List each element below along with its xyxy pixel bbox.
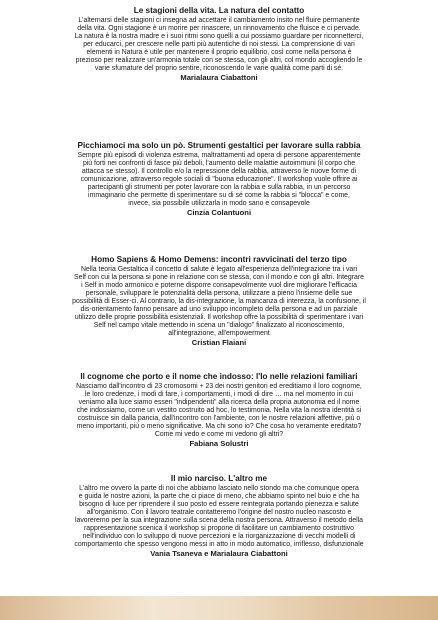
section-line: La natura è la nostra madre e i suoi ritmi sono quelli a cui possiamo guardare per riconnetterci, <box>74 33 364 41</box>
section-line: varie sfumature del proprio sentire, riconoscendo le varie qualità come parti di sé. <box>94 65 344 73</box>
section-line: immaginario che permette di sperimentare su di sé come la rabbia si "blocca" e come, <box>88 192 350 200</box>
section-line: veniamo alla luce siamo esseri "indipendenti" alla ricerca della propria autonomia ed il nome <box>78 399 360 407</box>
section-author: Cinzia Colantuoni <box>186 208 252 218</box>
section-line: bisogno di luce per riprendere il suo posto ed essere reintegrata portando pienezza e salute <box>79 501 359 509</box>
section-title: Il cognome che porto e il nome che indosso: l'Io nelle relazioni familiari <box>80 372 358 381</box>
section-line: costruisce sin dalla pancia, dall'incontro con l'ambiente, con le nostre relazioni affettive, più o <box>77 415 361 423</box>
section-anger <box>16 141 422 217</box>
section-line: nell'individuo con lo sviluppo di nuove percezioni e la riorganizzazione di vecchi modelli di <box>82 533 356 541</box>
section-line: possibilità di Esser-ci. Al contrario, la dis-integrazione, la mancanza di interezza, la confusione, il <box>72 298 366 306</box>
section-title: Il mio narciso. L'altro me <box>170 474 268 483</box>
section-narcissus <box>16 474 422 558</box>
footer-decorative-band <box>0 596 438 620</box>
section-line: Self con cui la persona si pone in relazione con se stessa, con il mondo e con gli altri. Integrare <box>74 274 364 282</box>
section-line: all'integrazione, all'empowerment <box>168 330 270 338</box>
section-line: Nasciamo dall'incontro di 23 cromosomi + 23 dei nostri genitori ed ereditiamo il loro cognome, <box>76 383 362 390</box>
section-line: Nella teoria Gestaltica il concetto di salute è legato all'esperienza dell'integrazione tra i vari <box>80 266 358 273</box>
section-line: L'altro me ovvero la parte di noi che abbiamo lasciato nello stondo ma che comunque opera <box>79 485 359 492</box>
section-surname <box>16 372 422 448</box>
section-line: che indossiamo, come un vestito costruito ad hoc, lo testimonia. Nella vita la nostra identità si <box>76 407 362 415</box>
section-line: partecipanti gli strumenti per poter lavorare con la rabbia e sulla rabbia, in un percorso <box>87 184 351 192</box>
section-author: Vania Tsaneva e Marialaura Ciabattoni <box>150 549 288 559</box>
section-homo-sapiens <box>16 255 422 347</box>
section-line: i Self in modo armonico e poterne disporre consapevolmente vuol dire migliorare l'efficacia <box>81 282 357 290</box>
section-line: personale, sviluppare le potenzialità della persona, utilizzare a pieno l'insieme delle sue <box>85 290 353 298</box>
section-author: Cristian Flaiani <box>191 338 247 348</box>
section-line: più forti nei confronti di fasce più deboli, l'aumento delle malattie autoimmuni (il corpo che <box>82 160 356 168</box>
section-line: per educarci, per crescere nelle parti più autentiche di noi stessi. La comprensione di vari <box>83 41 355 49</box>
section-line: le loro credenze, i modi di fare, i comportamenti, i modi di dire … ma nel momento in cui <box>84 391 354 399</box>
section-title: Le stagioni della vita. La natura del contatto <box>133 6 305 15</box>
section-line: L'alternarsi delle stagioni ci insegna ad accettare il cambiamento insito nel fluire permanente <box>78 17 360 24</box>
section-line: della vita. Ogni stagione è un morire per rinascere, un rinnovamento che fluisce e ci pervade. <box>77 25 361 33</box>
section-title: Picchiamoci ma solo un pò. Strumenti gestaltici per lavorare sulla rabbia <box>77 141 361 150</box>
section-line: Self nel campo vitale mettendo in scena un "dialogo" finalizzato al riconoscimento, <box>93 322 345 330</box>
section-line: e guida le nostre azioni, la parte che ci piace di meno, che abbiamo spinto nel buio e che ha <box>78 493 360 501</box>
section-line: invece, sia possibile utilizzarla in modo sano e consapevole <box>128 200 310 208</box>
section-line: elementi in Natura è utile per mantenere il proprio equilibrio, così come nella persona è <box>86 49 352 57</box>
section-line: lavoreremo per la sua integrazione sulla scena della nostra persona. Attraverso il metodo della <box>74 517 364 525</box>
section-line: Come mi vedo e come mi vedono gli altri? <box>154 431 284 439</box>
section-line: utilizzo delle proprie possibilità esistenziali. Il workshop offre la possibilità di sperimentare i vari <box>74 314 364 322</box>
section-line: all'organismo. Con il lavoro teatrale contatteremo l'origine del nostro nucleo nascosto e <box>86 509 352 517</box>
section-line: Sempre più episodi di violenza estrema, maltrattamenti ad opera di persone apparentemente <box>77 152 361 159</box>
section-line: comportamento che spesso vengono messi in atto in modo automatico, irriflesso, disfunzionale <box>74 541 364 549</box>
section-line: prezioso per realizzare un'armonia totale con se stessa, con gli altri, col mondo accogliendo le <box>75 57 363 65</box>
section-line: dis-orientamento fanno pensare ad uno sviluppo incompleto della persona e ad un parziale <box>80 306 358 314</box>
section-line: attacca se stesso). Il controllo e/o la repressione della rabbia, attraverso le nuove forme di <box>81 168 357 176</box>
section-line: meno importanti, più o meno significative. Ma chi sono io? Che cosa ho veramente ereditato? <box>76 423 362 431</box>
section-line: rappresentazione scenica il workshop si propone di facilitare un cambiamento costruttivo <box>83 525 355 533</box>
section-line: comunicazione, attraverso regole sociali di "buona educazione". Il workshop vuole offrire ai <box>80 176 358 184</box>
section-title: Homo Sapiens & Homo Demens: incontri ravvicinati del terzo tipo <box>91 255 347 264</box>
section-seasons <box>16 6 422 82</box>
section-author: Fabiana Solustri <box>189 439 249 449</box>
section-author: Marialaura Ciabattoni <box>180 73 258 83</box>
